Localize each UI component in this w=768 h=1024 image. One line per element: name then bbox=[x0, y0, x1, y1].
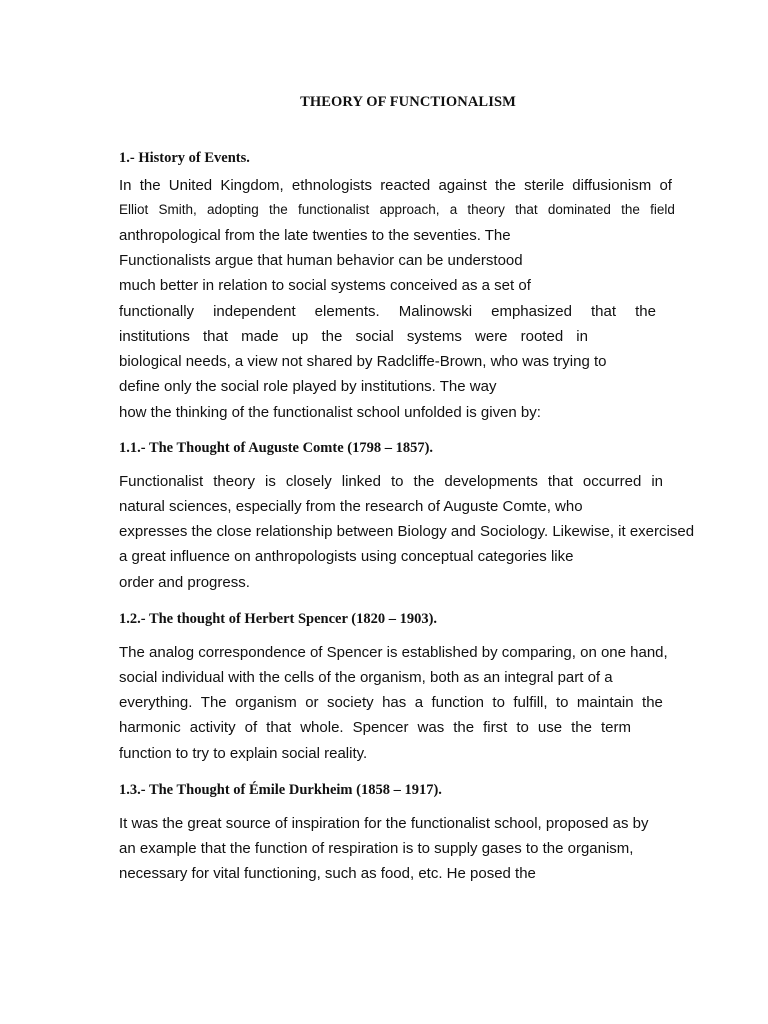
word: fulfill, bbox=[513, 694, 548, 711]
section-heading: 1.- History of Events. bbox=[119, 150, 250, 166]
word: reacted bbox=[380, 177, 431, 194]
paragraph-line: necessary for vital functioning, such as food, etc. He posed the bbox=[119, 865, 536, 882]
paragraph-line bbox=[119, 719, 631, 739]
word: organism bbox=[235, 694, 297, 711]
word: emphasized bbox=[491, 303, 572, 320]
word: to bbox=[492, 694, 505, 711]
paragraph-line bbox=[119, 328, 588, 348]
word: to bbox=[555, 694, 569, 711]
word: the bbox=[139, 177, 161, 194]
paragraph-line: order and progress. bbox=[119, 574, 250, 591]
word: society bbox=[326, 694, 374, 711]
word: harmonic bbox=[119, 719, 181, 736]
word: functionally bbox=[119, 303, 195, 320]
word: closely bbox=[285, 473, 332, 490]
word: that bbox=[591, 303, 617, 320]
paragraph-line: It was the great source of inspiration for the functionalist school, proposed as by bbox=[119, 815, 649, 832]
word: Smith, bbox=[158, 202, 197, 217]
paragraph-line: how the thinking of the functionalist school unfolded is given by: bbox=[119, 404, 541, 421]
word: Malinowski bbox=[398, 303, 473, 320]
word: theory bbox=[467, 202, 505, 217]
paragraph-line: The analog correspondence of Spencer is established by comparing, on one hand, bbox=[119, 644, 668, 661]
word: adopting bbox=[206, 202, 259, 217]
word: ethnologists bbox=[291, 177, 372, 194]
word: function bbox=[431, 694, 484, 711]
paragraph-line bbox=[119, 202, 675, 222]
word: a bbox=[449, 202, 458, 217]
word: the bbox=[635, 303, 656, 320]
word: that bbox=[202, 328, 228, 345]
word: that bbox=[547, 473, 573, 490]
word: Kingdom, bbox=[220, 177, 284, 194]
word: was bbox=[417, 719, 445, 736]
word: field bbox=[650, 202, 675, 217]
section-heading: 1.1.- The Thought of Auguste Comte (1798 – 1857). bbox=[119, 440, 434, 456]
word: sterile bbox=[524, 177, 565, 194]
word: in bbox=[576, 328, 588, 345]
word: Spencer bbox=[352, 719, 409, 736]
word: developments bbox=[444, 473, 538, 490]
word: theory bbox=[213, 473, 255, 490]
paragraph-line: biological needs, a view not shared by Radcliffe-Brown, who was trying to bbox=[119, 353, 607, 370]
word: to bbox=[516, 719, 529, 736]
word: everything. bbox=[119, 694, 193, 711]
word: occurred bbox=[582, 473, 642, 490]
word: to bbox=[390, 473, 404, 490]
word: social bbox=[355, 328, 394, 345]
word: approach, bbox=[379, 202, 440, 217]
word: In bbox=[119, 177, 132, 194]
word: elements. bbox=[314, 303, 380, 320]
word: the bbox=[621, 202, 640, 217]
word: were bbox=[475, 328, 508, 345]
word: made bbox=[241, 328, 279, 345]
paragraph-line: social individual with the cells of the organism, both as an integral part of a bbox=[119, 669, 613, 686]
paragraph-line bbox=[119, 303, 656, 323]
word: Elliot bbox=[119, 202, 149, 217]
paragraph-line: function to try to explain social reality. bbox=[119, 745, 368, 762]
section-heading: 1.2.- The thought of Herbert Spencer (1820 – 1903). bbox=[119, 611, 438, 627]
word: maintain bbox=[576, 694, 634, 711]
paragraph-line: anthropological from the late twenties to the seventies. The bbox=[119, 227, 511, 244]
word: functionalist bbox=[297, 202, 370, 217]
word: independent bbox=[213, 303, 296, 320]
word: that bbox=[515, 202, 538, 217]
word: term bbox=[600, 719, 631, 736]
word: institutions bbox=[119, 328, 190, 345]
word: is bbox=[264, 473, 276, 490]
word: in bbox=[651, 473, 663, 490]
word: the bbox=[413, 473, 435, 490]
paragraph-line: natural sciences, especially from the research of Auguste Comte, who bbox=[119, 498, 583, 515]
paragraph-line: an example that the function of respiration is to supply gases to the organism, bbox=[119, 840, 634, 857]
word: diffusionism bbox=[572, 177, 652, 194]
word: systems bbox=[406, 328, 462, 345]
word: that bbox=[266, 719, 292, 736]
word: the bbox=[453, 719, 475, 736]
word: or bbox=[305, 694, 319, 711]
word: the bbox=[642, 694, 663, 711]
word: linked bbox=[341, 473, 381, 490]
word: United bbox=[168, 177, 213, 194]
paragraph-line bbox=[119, 177, 672, 197]
word: the bbox=[268, 202, 288, 217]
word: of bbox=[659, 177, 672, 194]
word: dominated bbox=[547, 202, 611, 217]
paragraph-line bbox=[119, 473, 663, 493]
word: against bbox=[438, 177, 487, 194]
paragraph-line: Functionalists argue that human behavior can be understood bbox=[119, 252, 523, 269]
word: rooted bbox=[520, 328, 564, 345]
word: the bbox=[321, 328, 343, 345]
paragraph-line: a great influence on anthropologists using conceptual categories like bbox=[119, 548, 574, 565]
word: Functionalist bbox=[119, 473, 204, 490]
word: use bbox=[537, 719, 563, 736]
paragraph-line: define only the social role played by institutions. The way bbox=[119, 378, 497, 395]
word: has bbox=[382, 694, 407, 711]
word: of bbox=[244, 719, 258, 736]
paragraph-line: expresses the close relationship between Biology and Sociology. Likewise, it exercised bbox=[119, 523, 695, 540]
section-heading: 1.3.- The Thought of Émile Durkheim (1858 – 1917). bbox=[119, 782, 442, 798]
word: a bbox=[414, 694, 424, 711]
document-title: THEORY OF FUNCTIONALISM bbox=[300, 94, 516, 110]
paragraph-line bbox=[119, 694, 663, 714]
word: The bbox=[200, 694, 227, 711]
word: the bbox=[571, 719, 592, 736]
word: activity bbox=[189, 719, 236, 736]
word: up bbox=[291, 328, 309, 345]
word: first bbox=[483, 719, 508, 736]
word: whole. bbox=[300, 719, 344, 736]
word: the bbox=[495, 177, 516, 194]
paragraph-line: much better in relation to social systems conceived as a set of bbox=[119, 277, 531, 294]
